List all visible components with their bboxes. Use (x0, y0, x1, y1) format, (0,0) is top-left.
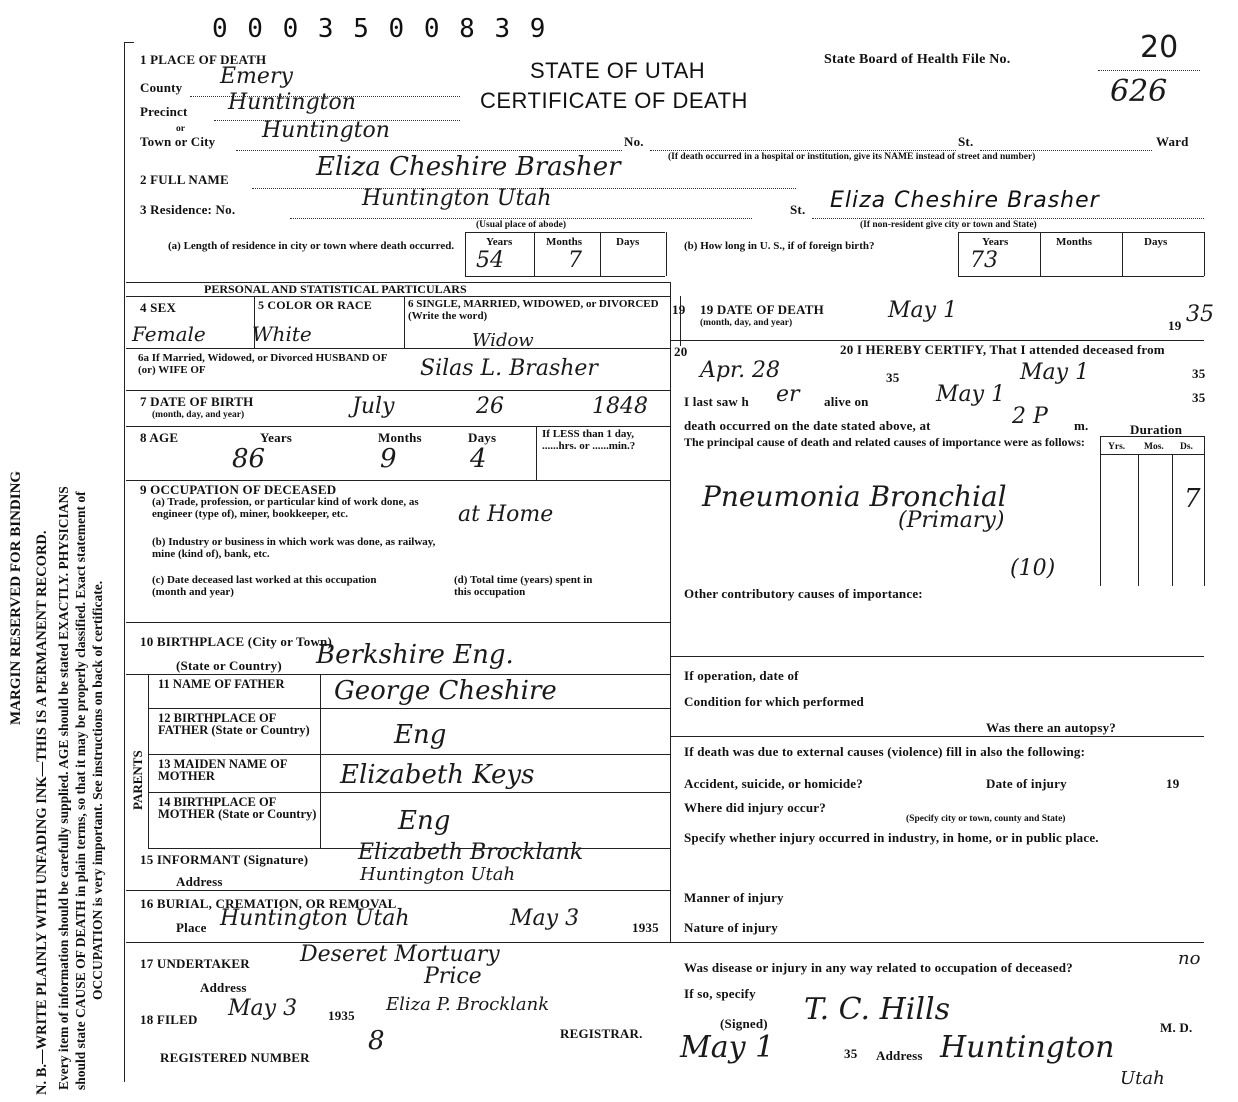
binding-margin-note: MARGIN RESERVED FOR BINDING (8, 470, 24, 725)
death-time: 2 P (1012, 404, 1048, 429)
other-causes-label: Other contributory causes of importance: (684, 586, 923, 601)
alive-on-label: alive on (824, 394, 869, 409)
file-number-top: 20 (1140, 30, 1179, 65)
file-number: 626 (1110, 74, 1168, 109)
if-less-than-day: If LESS than 1 day, ......hrs. or ......min.? (542, 428, 636, 452)
marital-label: 6 SINGLE, MARRIED, WIDOWED, or DIVORCED (Write the word) (408, 298, 659, 322)
mos-header: Mos. (1144, 442, 1164, 452)
injury-specify-label: Specify whether injury occurred in industry, in home, or in public place. (684, 830, 1099, 845)
town-value: Huntington (262, 118, 390, 143)
injury-year-prefix: 19 (1166, 776, 1180, 791)
race-value: White (252, 322, 312, 346)
us-days-header: Days (1144, 236, 1168, 248)
mother-name-label: 13 MAIDEN NAME OF MOTHER (158, 757, 288, 783)
street-number-label: No. (624, 134, 644, 149)
days-header: Days (616, 236, 640, 248)
registrar-signature: Eliza P. Brocklank (386, 994, 550, 1015)
personal-particulars-heading: PERSONAL AND STATISTICAL PARTICULARS (204, 282, 467, 296)
sex-label: 4 SEX (140, 300, 177, 315)
dod-year-prefix: 19 (1168, 318, 1182, 333)
signed-label: (Signed) (720, 1016, 768, 1031)
cause-days: 7 (1184, 484, 1201, 514)
precinct-value: Huntington (228, 90, 356, 115)
external-causes-label: If death was due to external causes (violence) fill in also the following: (684, 744, 1086, 759)
informant-address-value: Huntington Utah (360, 864, 516, 885)
mother-birthplace-label: 14 BIRTHPLACE OF MOTHER (State or Country) (158, 795, 317, 821)
us-years: 73 (970, 248, 998, 273)
dob-day: 26 (476, 394, 504, 419)
residence-years: 54 (476, 248, 504, 273)
margin-instruction-2: Every item of information should be carefully supplied. AGE should be stated EXACTLY. PHYSICIANS (56, 486, 71, 1090)
margin-instruction-1: N. B.—WRITE PLAINLY WITH UNFADING INK—THIS IS A PERMANENT RECORD. (34, 530, 50, 1095)
undertaker-address-label: Address (200, 980, 247, 995)
attended-from-year: 35 (886, 370, 900, 385)
certify-label: 20 I HEREBY CERTIFY, That I attended deceased from (840, 342, 1165, 357)
age-years: 86 (232, 444, 266, 474)
cause-sub: (Primary) (898, 508, 1005, 533)
us-years-header: Years (982, 236, 1009, 248)
if-so-specify-label: If so, specify (684, 986, 756, 1001)
usual-abode-note: (Usual place of abode) (476, 220, 566, 230)
age-days: 4 (470, 444, 487, 474)
informant-address-label: Address (176, 874, 223, 889)
registered-number-label: REGISTERED NUMBER (160, 1050, 310, 1065)
alive-on-year: 35 (1192, 390, 1206, 405)
accident-label: Accident, suicide, or homicide? (684, 776, 863, 791)
dob-label: 7 DATE OF BIRTH (140, 394, 254, 409)
birthplace-value: Berkshire Eng. (316, 640, 514, 670)
street-label: St. (958, 134, 974, 149)
occupation-d-label: (d) Total time (years) spent in this occupation (454, 574, 593, 598)
us-months-header: Months (1056, 236, 1093, 248)
physician-signature: T. C. Hills (804, 992, 950, 1027)
duration-header: Duration (1130, 422, 1183, 437)
undertaker-address-value: Price (424, 964, 482, 989)
ds-header: Ds. (1180, 442, 1193, 452)
serial-number: 0 0 0 3 5 0 0 8 3 9 (212, 14, 548, 44)
age-years-header: Years (260, 430, 293, 445)
mother-birthplace-value: Eng (398, 806, 451, 836)
county-label: County (140, 80, 183, 95)
alive-on-date: May 1 (936, 382, 1006, 407)
last-saw-pronoun: er (776, 382, 800, 407)
injury-date-label: Date of injury (986, 776, 1067, 791)
occupation-c-label: (c) Date deceased last worked at this occupation (month and year) (152, 574, 377, 598)
sex-value: Female (132, 322, 206, 346)
burial-label: 16 BURIAL, CREMATION, OR REMOVAL (140, 896, 397, 911)
ward-label: Ward (1156, 134, 1189, 149)
undertaker-value: Deseret Mortuary (300, 942, 500, 967)
injury-where-label: Where did injury occur? (684, 800, 826, 815)
last-saw-label: I last saw h (684, 394, 749, 409)
father-name-label: 11 NAME OF FATHER (158, 677, 285, 691)
father-birthplace-value: Eng (394, 720, 447, 750)
dod-sub-label: (month, day, and year) (700, 318, 793, 328)
md-label: M. D. (1160, 1020, 1193, 1035)
physician-address-state: Utah (1120, 1068, 1165, 1089)
typed-full-name: Eliza Cheshire Brasher (830, 188, 1100, 213)
marital-value: Widow (472, 330, 534, 351)
burial-place-value: Huntington Utah (220, 906, 410, 931)
occupation-a-value: at Home (458, 502, 554, 527)
sign-date: May 1 (680, 1030, 775, 1065)
manner-label: Manner of injury (684, 890, 784, 905)
certify-label-number: 20 (674, 344, 688, 359)
dod-label-number: 19 (672, 302, 686, 317)
certificate-title: CERTIFICATE OF DEATH (480, 88, 748, 113)
death-time-suffix: m. (1074, 418, 1089, 433)
related-occupation-label: Was disease or injury in any way related to occupation of deceased? (684, 960, 1073, 975)
place-of-death-heading: 1 PLACE OF DEATH (140, 52, 267, 67)
attended-from: Apr. 28 (700, 358, 781, 383)
physician-address: Huntington (940, 1030, 1115, 1065)
filed-year: 1935 (328, 1008, 355, 1023)
occupation-a-label: (a) Trade, profession, or particular kind of work done, as engineer (type of), miner, bookkeeper, etc. (152, 496, 419, 520)
registrar-label: REGISTRAR. (560, 1026, 643, 1041)
age-label: 8 AGE (140, 430, 179, 445)
parents-side-label: PARENTS (130, 750, 145, 810)
dod-year: 35 (1186, 302, 1214, 327)
age-months: 9 (380, 444, 397, 474)
dob-sub-label: (month, day, and year) (152, 410, 245, 420)
burial-year: 1935 (632, 920, 659, 935)
yrs-header: Yrs. (1108, 442, 1126, 452)
us-residence-label: (b) How long in U. S., if of foreign birth? (684, 240, 875, 252)
state-title: STATE OF UTAH (530, 58, 706, 83)
age-months-header: Months (378, 430, 422, 445)
cause-note: (10) (1010, 556, 1056, 581)
race-label: 5 COLOR OR RACE (258, 298, 373, 312)
full-name-label: 2 FULL NAME (140, 172, 229, 187)
autopsy-label: Was there an autopsy? (986, 720, 1117, 735)
precinct-label: Precinct (140, 104, 188, 119)
residence-street-label: St. (790, 202, 806, 217)
attended-to-year: 35 (1192, 366, 1206, 381)
related-occupation-value: no (1178, 948, 1201, 969)
occupation-label: 9 OCCUPATION OF DECEASED (140, 482, 337, 497)
condition-label: Condition for which performed (684, 694, 864, 709)
residence-months: 7 (568, 248, 582, 273)
injury-where-note: (Specify city or town, county and State) (906, 814, 1066, 824)
filed-label: 18 FILED (140, 1012, 198, 1027)
filed-date: May 3 (228, 996, 298, 1021)
years-header: Years (486, 236, 513, 248)
age-days-header: Days (468, 430, 497, 445)
dod-value: May 1 (888, 298, 958, 323)
nature-label: Nature of injury (684, 920, 778, 935)
margin-instruction-4: OCCUPATION is very important. See instructions on back of certificate. (90, 580, 105, 1000)
informant-label: 15 INFORMANT (Signature) (140, 852, 309, 867)
informant-value: Elizabeth Brocklank (358, 840, 584, 865)
mother-name-value: Elizabeth Keys (340, 760, 535, 790)
cause-of-death: Pneumonia Bronchial (702, 480, 1007, 513)
birthplace-label: 10 BIRTHPLACE (City or Town) (140, 634, 332, 649)
burial-date-value: May 3 (510, 906, 580, 931)
physician-address-label: Address (876, 1048, 923, 1063)
attended-to: May 1 (1020, 360, 1090, 385)
or-label: or (176, 124, 185, 134)
residence-label: 3 Residence: No. (140, 202, 236, 217)
hospital-note: (If death occurred in a hospital or institution, give its NAME instead of street and number) (668, 152, 1036, 162)
birthplace-state-label: (State or Country) (176, 658, 282, 673)
margin-instruction-3: should state CAUSE OF DEATH in plain terms, so that it may be properly classified. Exact statement of (73, 491, 88, 1090)
operation-label: If operation, date of (684, 668, 799, 683)
burial-place-label: Place (176, 920, 207, 935)
county-value: Emery (220, 64, 293, 89)
death-occurred-label: death occurred on the date stated above, at (684, 418, 931, 433)
residence-length-label: (a) Length of residence in city or town where death occurred. (168, 240, 455, 252)
residence-value: Huntington Utah (362, 186, 552, 211)
occupation-b-label: (b) Industry or business in which work was done, as railway, mine (kind of), bank, etc. (152, 536, 436, 560)
months-header: Months (546, 236, 583, 248)
nonresident-note: (If non-resident give city or town and State) (860, 220, 1037, 230)
file-number-label: State Board of Health File No. (824, 52, 1011, 67)
dob-month: July (352, 394, 395, 419)
sign-year: 35 (844, 1046, 858, 1061)
principal-cause-label: The principal cause of death and related causes of importance were as follows: (684, 435, 1085, 449)
father-birthplace-label: 12 BIRTHPLACE OF FATHER (State or Country) (158, 711, 310, 737)
town-label: Town or City (140, 134, 216, 149)
full-name-value: Eliza Cheshire Brasher (316, 152, 621, 182)
undertaker-label: 17 UNDERTAKER (140, 956, 250, 971)
dod-label: 19 DATE OF DEATH (700, 302, 824, 317)
registered-number-value: 8 (368, 1026, 385, 1056)
spouse-label: 6a If Married, Widowed, or Divorced HUSBAND OF (or) WIFE OF (138, 352, 388, 376)
dob-year: 1848 (592, 394, 648, 419)
spouse-value: Silas L. Brasher (420, 356, 598, 381)
father-name-value: George Cheshire (334, 676, 557, 706)
